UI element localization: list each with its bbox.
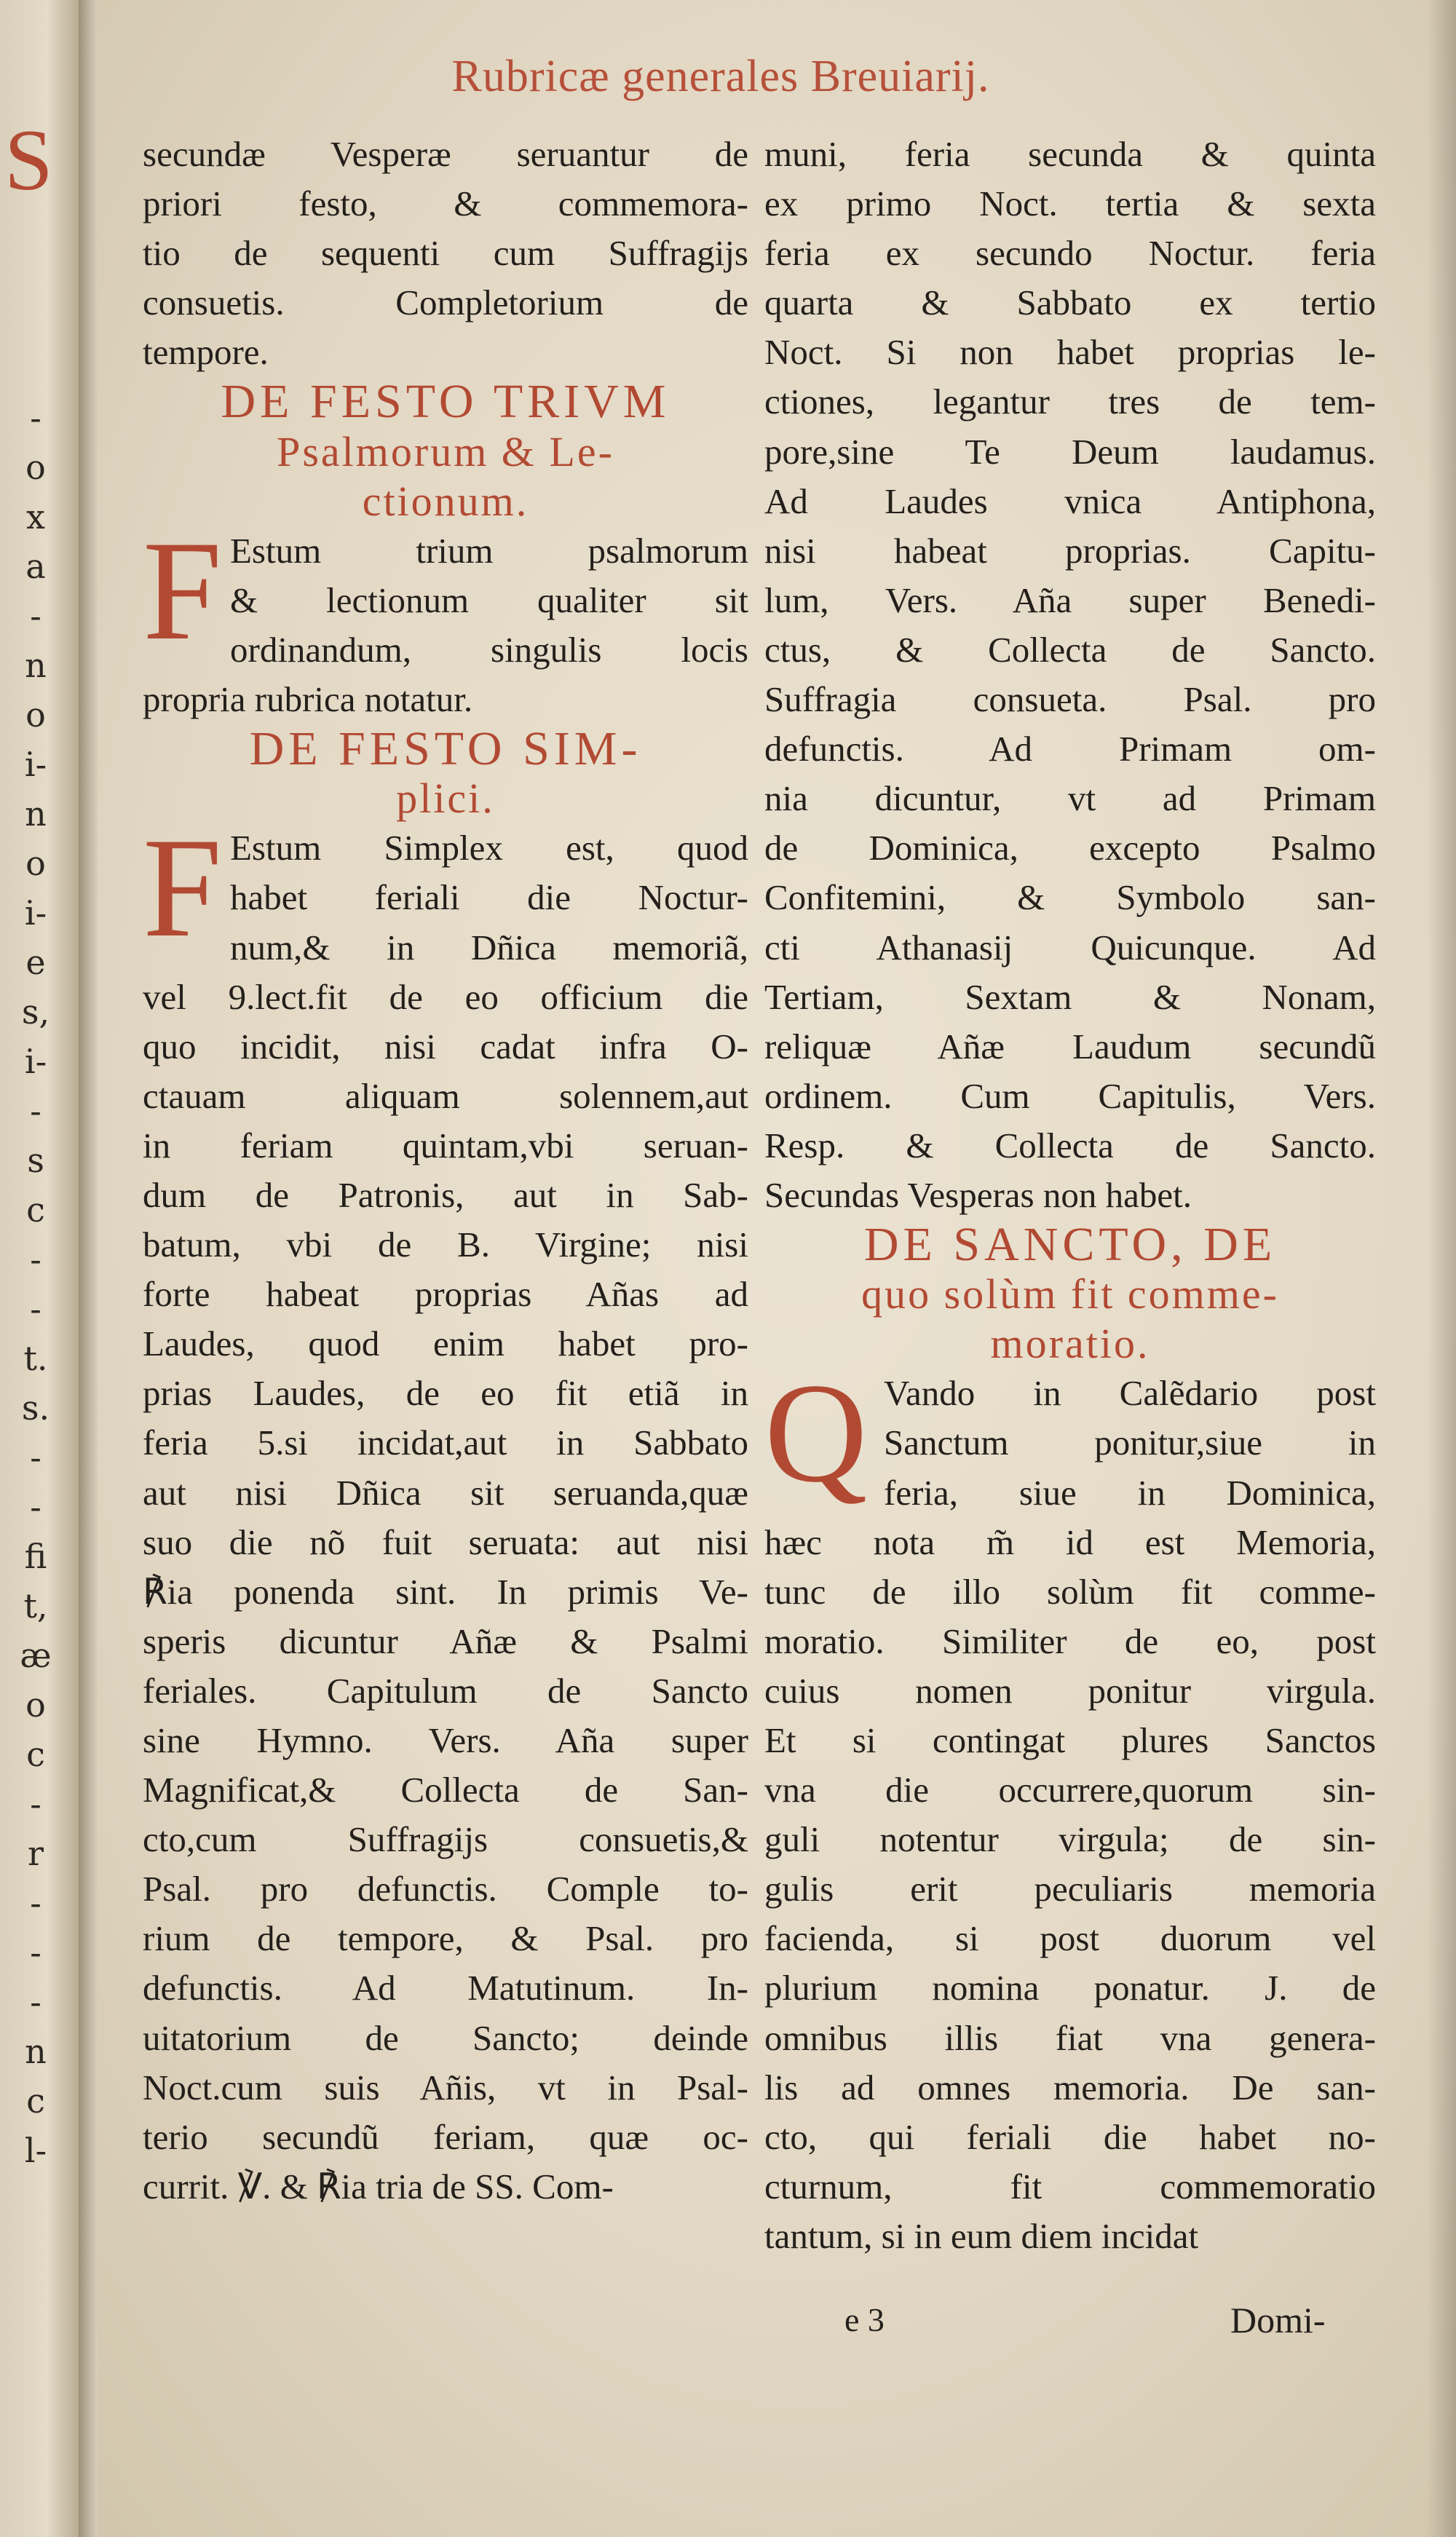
text-line: num,& in Dñica memoriã, xyxy=(230,927,748,967)
text-line: terio secundũ feriam, quæ oc- xyxy=(143,2116,748,2157)
text-line: currit. ℣. & ℟ia tria de SS. Com- xyxy=(143,2166,614,2206)
drop-cap: F xyxy=(143,809,223,967)
section-heading xyxy=(764,1220,1376,1369)
margin-fragment: - xyxy=(30,1883,41,1923)
signature-mark: e 3 xyxy=(844,2301,885,2338)
text-line: uitatorium de Sancto; deinde xyxy=(143,2017,748,2058)
section-paragraph xyxy=(143,809,748,2212)
text-line: tio de sequenti cum Suffragijs xyxy=(143,233,748,274)
margin-fragment: fi xyxy=(24,1537,47,1576)
previous-page-edge xyxy=(0,0,81,2537)
text-line: suo die nõ fuit seruata: aut nisi xyxy=(143,1521,748,1562)
text-line: propria rubrica notatur. xyxy=(143,679,473,720)
text-line: tempore. xyxy=(143,332,269,373)
text-line: tantum, si in eum diem incidat xyxy=(764,2215,1199,2256)
text-line: vna die occurrere,quorum sin- xyxy=(764,1770,1376,1810)
heading-line: plici. xyxy=(396,775,495,823)
text-line: in feriam quintam,vbi seruan- xyxy=(143,1125,748,1165)
text-line: ctauam aliquam solennem,aut xyxy=(143,1075,748,1116)
text-line: Resp. & Collecta de Sancto. xyxy=(764,1125,1376,1165)
margin-fragment: a xyxy=(25,547,46,586)
margin-fragment: n xyxy=(25,2032,47,2071)
margin-fragment: x xyxy=(26,497,45,537)
text-line: sine Hymno. Vers. Aña super xyxy=(143,1720,748,1760)
section-festo-trium xyxy=(143,377,748,724)
text-line: quo incidit, nisi cadat infra O- xyxy=(143,1026,748,1066)
text-line: ex primo Noct. tertia & sexta xyxy=(764,183,1376,224)
text-line: priori festo, & commemora- xyxy=(143,183,748,224)
margin-fragment: - xyxy=(30,1289,41,1329)
text-line: Suffragia consueta. Psal. pro xyxy=(764,679,1376,720)
margin-fragment: o xyxy=(25,844,46,883)
text-line: hæc nota m̃ id est Memoria, xyxy=(764,1521,1376,1562)
drop-cap: F xyxy=(143,511,223,670)
text-line: prias Laudes, de eo fit etiã in xyxy=(143,1373,748,1414)
text-line: moratio. Similiter de eo, post xyxy=(764,1620,1376,1661)
text-line: dum de Patronis, aut in Sab- xyxy=(143,1174,748,1215)
margin-fragment: n xyxy=(25,794,47,834)
text-line: Vando in Calẽdario post xyxy=(884,1373,1376,1414)
margin-fragment: - xyxy=(30,398,41,438)
heading-line: DE SANCTO, DE xyxy=(863,1218,1277,1272)
text-line: habet feriali die Noctur- xyxy=(230,877,748,918)
text-line: Secundas Vesperas non habet. xyxy=(764,1174,1192,1215)
margin-fragment: i- xyxy=(24,893,47,933)
section-de-sancto xyxy=(764,1220,1376,2261)
text-line: gulis erit peculiaris memoria xyxy=(764,1869,1376,1909)
catchword: Domi- xyxy=(1230,2300,1326,2340)
text-line: & lectionum qualiter sit xyxy=(230,579,748,620)
book-gutter xyxy=(79,0,98,2537)
margin-fragment: - xyxy=(30,1982,41,2022)
margin-fragment: o xyxy=(25,1685,46,1725)
margin-fragment: æ xyxy=(20,1636,52,1675)
section-heading xyxy=(143,724,748,823)
right-column xyxy=(764,130,1376,2261)
margin-fragment: t, xyxy=(23,1586,48,1626)
margin-fragment: c xyxy=(26,1190,45,1230)
text-line: Psal. pro defunctis. Comple to- xyxy=(143,1869,748,1909)
margin-fragment: r xyxy=(28,1834,44,1873)
text-line: reliquæ Añæ Laudum secundũ xyxy=(764,1026,1376,1066)
text-line: pore,sine Te Deum laudamus. xyxy=(764,431,1376,472)
margin-fragment: - xyxy=(30,1438,41,1477)
text-line: cturnum, fit commemoratio xyxy=(764,2166,1376,2206)
section-heading xyxy=(143,377,748,526)
section-paragraph xyxy=(764,1354,1376,2261)
text-line: ordinandum, singulis locis xyxy=(230,629,748,670)
text-line: Noct.cum suis Añis, vt in Psal- xyxy=(143,2067,748,2107)
heading-line: ctionum. xyxy=(362,477,529,525)
margin-fragment: t. xyxy=(23,1339,48,1378)
text-line: Estum Simplex est, quod xyxy=(230,828,748,868)
text-line: defunctis. Ad Primam om- xyxy=(764,729,1376,769)
margin-fragment: o xyxy=(25,695,46,735)
margin-fragment: l- xyxy=(24,2131,47,2170)
text-line: batum, vbi de B. Virgine; nisi xyxy=(143,1224,748,1265)
text-line: defunctis. Ad Matutinum. In- xyxy=(143,1968,748,2008)
previous-page-margin-text xyxy=(10,393,61,2175)
text-line: lis ad omnes memoria. De san- xyxy=(764,2067,1376,2107)
text-line: cto,cum Suffragijs consuetis,& xyxy=(143,1819,748,1860)
text-line: Confitemini, & Symbolo san- xyxy=(764,877,1376,918)
section-paragraph xyxy=(143,511,748,724)
running-head: Rubricæ generales Breuiarij. xyxy=(451,52,990,101)
text-line: de Dominica, excepto Psalmo xyxy=(764,828,1376,868)
text-line: feria ex secundo Noctur. feria xyxy=(764,233,1376,274)
page-edge-shadow xyxy=(1427,0,1456,2537)
text-line: secundæ Vesperæ seruantur de xyxy=(143,134,748,174)
text-line: muni, feria secunda & quinta xyxy=(764,134,1376,174)
left-column xyxy=(143,130,748,2212)
text-line: vel 9.lect.fit de eo officium die xyxy=(143,976,748,1017)
text-line: omnibus illis fiat vna genera- xyxy=(764,2017,1376,2058)
text-line: ℟ia ponenda sint. In primis Ve- xyxy=(143,1571,748,1612)
text-line: forte habeat proprias Añas ad xyxy=(143,1274,748,1315)
text-line: cto, qui feriali die habet no- xyxy=(764,2116,1376,2157)
text-line: quarta & Sabbato ex tertio xyxy=(764,282,1376,323)
drop-cap: Q xyxy=(764,1354,868,1513)
margin-fragment: s, xyxy=(21,992,50,1032)
margin-fragment: - xyxy=(30,1487,41,1527)
text-line: Sanctum ponitur,siue in xyxy=(884,1422,1376,1463)
text-line: Ad Laudes vnica Antiphona, xyxy=(764,480,1376,521)
text-line: tunc de illo solùm fit comme- xyxy=(764,1571,1376,1612)
margin-fragment: - xyxy=(30,1933,41,1972)
heading-line: DE FESTO SIM- xyxy=(249,722,642,776)
heading-line: Psalmorum & Le- xyxy=(277,427,614,475)
heading-line: moratio. xyxy=(990,1320,1150,1368)
text-line: consuetis. Completorium de xyxy=(143,282,748,323)
intro-paragraph xyxy=(143,130,748,377)
text-line: Magnificat,& Collecta de San- xyxy=(143,1770,748,1810)
text-line: feria, siue in Dominica, xyxy=(884,1472,1376,1513)
text-line: nisi habeat proprias. Capitu- xyxy=(764,530,1376,571)
margin-fragment: o xyxy=(25,448,46,487)
continued-paragraph xyxy=(764,130,1376,1220)
margin-fragment: s xyxy=(27,1141,44,1180)
section-festo-simplici xyxy=(143,724,748,2212)
text-line: guli notentur virgula; de sin- xyxy=(764,1819,1376,1860)
margin-fragment: e xyxy=(25,943,46,982)
text-line: Tertiam, Sextam & Nonam, xyxy=(764,976,1376,1017)
previous-page-initial: S xyxy=(4,111,53,208)
margin-fragment: - xyxy=(30,1784,41,1824)
text-line: feriales. Capitulum de Sancto xyxy=(143,1670,748,1711)
margin-fragment: i- xyxy=(24,1042,47,1081)
text-line: cuius nomen ponitur virgula. xyxy=(764,1670,1376,1711)
text-line: ctus, & Collecta de Sancto. xyxy=(764,629,1376,670)
text-line: aut nisi Dñica sit seruanda,quæ xyxy=(143,1472,748,1513)
text-line: Estum trium psalmorum xyxy=(230,530,748,571)
margin-fragment: c xyxy=(26,2081,45,2121)
margin-fragment: i- xyxy=(24,745,47,784)
text-line: nia dicuntur, vt ad Primam xyxy=(764,778,1376,819)
margin-fragment: - xyxy=(30,1240,41,1279)
margin-fragment: n xyxy=(25,646,47,685)
text-line: cti Athanasij Quicunque. Ad xyxy=(764,927,1376,967)
text-line: speris dicuntur Añæ & Psalmi xyxy=(143,1620,748,1661)
text-line: plurium nomina ponatur. J. de xyxy=(764,1968,1376,2008)
heading-line: DE FESTO TRIVM xyxy=(221,375,670,429)
text-line: lum, Vers. Aña super Benedi- xyxy=(764,579,1376,620)
margin-fragment: s. xyxy=(21,1388,50,1428)
text-line: Noct. Si non habet proprias le- xyxy=(764,332,1376,373)
text-line: ordinem. Cum Capitulis, Vers. xyxy=(764,1075,1376,1116)
text-line: Et si contingat plures Sanctos xyxy=(764,1720,1376,1760)
margin-fragment: - xyxy=(30,1091,41,1131)
text-line: Laudes, quod enim habet pro- xyxy=(143,1323,748,1364)
text-line: rium de tempore, & Psal. pro xyxy=(143,1918,748,1959)
text-line: feria 5.si incidat,aut in Sabbato xyxy=(143,1422,748,1463)
text-line: facienda, si post duorum vel xyxy=(764,1918,1376,1959)
text-line: ctiones, legantur tres de tem- xyxy=(764,381,1376,422)
heading-line: quo solùm fit comme- xyxy=(861,1270,1279,1318)
margin-fragment: c xyxy=(26,1735,45,1774)
margin-fragment: - xyxy=(30,596,41,636)
